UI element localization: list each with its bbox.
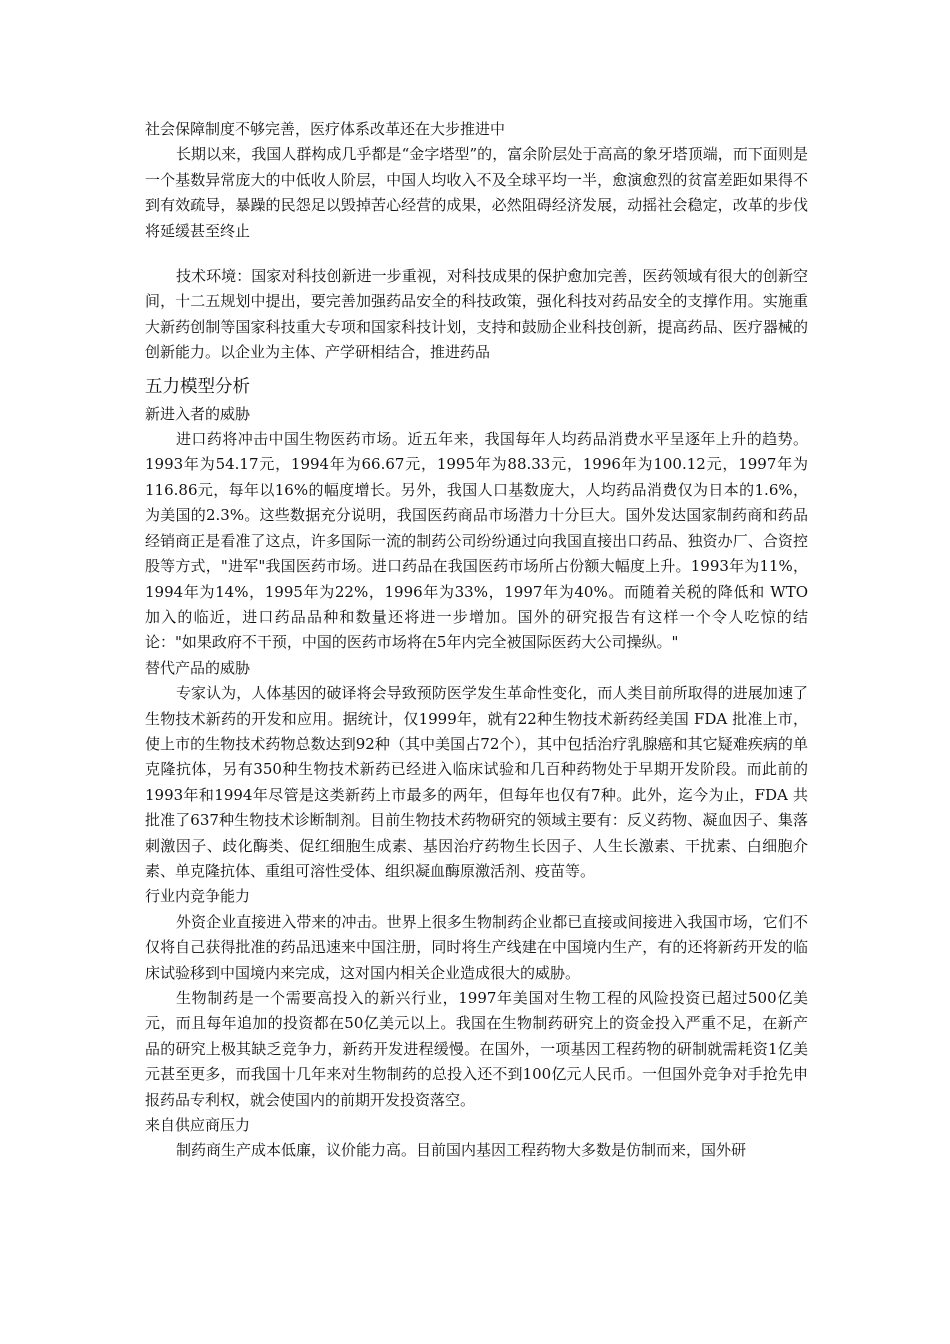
document-page bbox=[145, 117, 808, 1164]
heading-rivalry: 行业内竞争能力 bbox=[145, 887, 251, 906]
paragraph-social-security: 社会保障制度不够完善，医疗体系改革还在大步推进中 bbox=[145, 120, 506, 138]
paragraph-income-pyramid: 长期以来，我国人群构成几乎都是“金字塔型”的，富余阶层处于高高的象牙塔顶端，而下面则是一个基数异常庞大的中低收人阶层，中国人均收入不及全球平均一半，愈演愈烈的贫富差距如果得不到有效疏导，暴躁的民怨足以毁掉苦心经营的成果，必然阻碍经济发展，动摇社会稳定，改革的步伐将延缓甚至终止 bbox=[145, 145, 808, 240]
heading-suppliers: 来自供应商压力 bbox=[145, 1116, 251, 1135]
paragraph-rivalry-investment: 生物制药是一个需要高投入的新兴行业，1997年美国对生物工程的风险投资已超过500亿美元，而且每年追加的投资都在50亿美元以上。我国在生物制药研究上的资金投入严重不足，在新产品的研究上极其缺乏竞争力，新药开发进程缓慢。在国外，一项基因工程药物的研制就需耗资1亿美元甚至更多，而我国十几年来对生物制药的总投入还不到100亿元人民币。一但国外竞争对手抢先申报药品专利权，就会使国内的前期开发投资落空。 bbox=[145, 989, 808, 1109]
paragraph-new-entrants: 进口药将冲击中国生物医药市场。近五年来，我国每年人均药品消费水平呈逐年上升的趋势。1993年为54.17元，1994年为66.67元，1995年为88.33元，1996年为100.12元，1997年为116.86元，每年以16%的幅度增长。另外，我国人口基数庞大，人均药品消费仅为日本的1.6%，为美国的2.3%。这些数据充分说明，我国医药商品市场潜力十分巨大。国外发达国家制药商和药品经销商正是看准了这点，许多国际一流的制药公司纷纷通过向我国直接出口药品、独资办厂、合资控股等方式，"进军"我国医药市场。进口药品在我国医药市场所占份额大幅度上升。1993年为11%，1994年为14%，1995年为22%，1996年为33%，1997年为40%。而随着关税的降低和 WTO 加入的临近，进口药品品种和数量还将进一步增加。国外的研究报告有这样一个令人吃惊的结论："如果政府不干预，中国的医药市场将在5年内完全被国际医药大公司操纵。" bbox=[145, 430, 808, 652]
paragraph-tech-environment: 技术环境：国家对科技创新进一步重视，对科技成果的保护愈加完善，医药领域有很大的创新空间，十二五规划中提出，要完善加强药品安全的科技政策，强化科技对药品安全的支撑作用。实施重大新药创制等国家科技重大专项和国家科技计划，支持和鼓励企业科技创新，提高药品、医疗器械的创新能力。以企业为主体、产学研相结合，推进药品 bbox=[145, 267, 808, 362]
paragraph-substitutes: 专家认为，人体基因的破译将会导致预防医学发生革命性变化，而人类目前所取得的进展加速了生物技术新药的开发和应用。据统计，仅1999年，就有22种生物技术新药经美国 FDA 批准上市，使上市的生物技术药物总数达到92种（其中美国占72个），其中包括治疗乳腺癌和其它疑难疾病的单克隆抗体，另有350种生物技术新药已经进入临床试验和几百种药物处于早期开发阶段。而此前的1993年和1994年尽管是这类新药上市最多的两年，但每年也仅有7种。此外，迄今为止，FDA 共批准了637种生物技术诊断制剂。目前生物技术药物研究的领域主要有：反义药物、凝血因子、集落刺激因子、歧化酶类、促红细胞生成素、基因治疗药物生长因子、人生长激素、干扰素、白细胞介素、单克隆抗体、重组可溶性受体、组织凝血酶原激活剂、疫苗等。 bbox=[145, 684, 808, 880]
section-title-five-forces: 五力模型分析 bbox=[145, 376, 250, 397]
paragraph-suppliers: 制药商生产成本低廉，议价能力高。目前国内基因工程药物大多数是仿制而来，国外研 bbox=[176, 1141, 747, 1160]
heading-substitutes: 替代产品的威胁 bbox=[145, 658, 251, 677]
paragraph-gap bbox=[145, 244, 808, 264]
heading-new-entrants: 新进入者的威胁 bbox=[145, 404, 251, 423]
paragraph-rivalry-foreign: 外资企业直接进入带来的冲击。世界上很多生物制药企业都已直接或间接进入我国市场，它们不仅将自己获得批准的药品迅速来中国注册，同时将生产线建在中国境内生产，有的还将新药开发的临床试验移到中国境内来完成，这对国内相关企业造成很大的威胁。 bbox=[145, 912, 808, 982]
